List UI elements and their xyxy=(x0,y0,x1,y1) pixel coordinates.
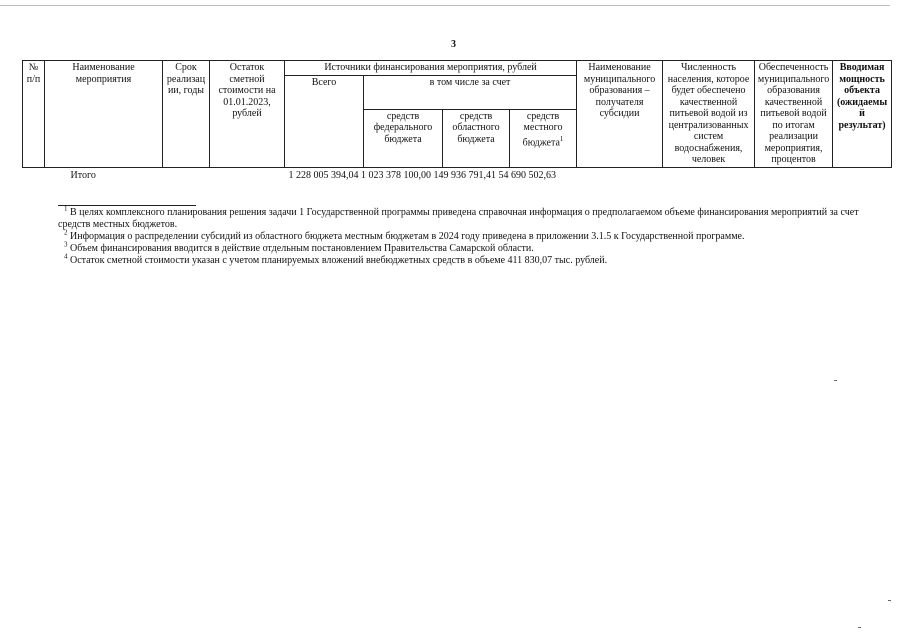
footnote-4-mark: 4 xyxy=(64,252,68,261)
header-total: Всего xyxy=(285,75,364,167)
header-term: Срок реализации, годы xyxy=(163,61,210,168)
footnote-4 xyxy=(58,252,878,267)
header-num: № п/п xyxy=(23,61,45,168)
header-population: Численность населения, которое будет обеспечено качественной питьевой водой из централизованных систем водоснабжения, человек xyxy=(663,61,755,168)
footnote-2-mark: 2 xyxy=(64,228,68,237)
header-provision: Обеспеченность муниципального образования качественной питьевой водой по итогам реализации мероприятия, процентов xyxy=(755,61,833,168)
footnote-3-mark: 3 xyxy=(64,240,68,249)
scan-speck xyxy=(834,380,837,381)
scan-speck xyxy=(888,600,891,601)
scan-speck xyxy=(858,627,861,628)
header-sources: Источники финансирования мероприятия, рублей xyxy=(285,61,577,76)
header-including: в том числе за счет xyxy=(364,75,577,109)
footnote-1-text: В целях комплексного планирования решения задачи 1 Государственной программы приведена справочная информация о предполагаемом объеме финансирования мероприятий за счет средств местных бюджетов. xyxy=(58,207,859,230)
footnote-2 xyxy=(58,228,878,243)
header-federal: средств федерального бюджета xyxy=(364,109,443,167)
header-local-footnote-mark: 1 xyxy=(559,134,564,143)
footnote-separator xyxy=(58,205,196,206)
total-values: 1 228 005 394,04 1 023 378 100,00 149 936 791,41 54 690 502,63 xyxy=(285,167,577,183)
footnote-2-text: Информация о распределении субсидий из областного бюджета местным бюджетам в 2024 году приведена в приложении 3.1.5 к Государственной программе. xyxy=(70,231,745,242)
footnote-4-text: Остаток сметной стоимости указан с учетом планируемых вложений внебюджетных средств в объеме 411 830,07 тыс. рублей. xyxy=(70,255,608,266)
header-municipality: Наименование муниципального образования – получателя субсидии xyxy=(577,61,663,168)
header-local xyxy=(510,109,577,167)
header-local-text: средств местного бюджета xyxy=(522,110,563,148)
footnote-3-text: Объем финансирования вводится в действие отдельным постановлением Правительства Самарской области. xyxy=(70,243,534,254)
footnote-3 xyxy=(58,240,878,255)
footnotes xyxy=(58,204,878,267)
header-remainder: Остаток сметной стоимости на 01.01.2023, рублей xyxy=(210,61,285,168)
footnote-1-mark: 1 xyxy=(64,204,68,213)
page-number: 3 xyxy=(451,39,456,50)
header-capacity: Вводимая мощность объекта (ожидаемый результат) xyxy=(833,61,892,168)
header-regional: средств областного бюджета xyxy=(443,109,510,167)
footnote-1 xyxy=(58,204,878,231)
page-top-rule xyxy=(0,5,890,6)
total-label: Итого xyxy=(45,167,285,183)
header-name: Наименование мероприятия xyxy=(45,61,163,168)
financing-table xyxy=(22,60,892,183)
